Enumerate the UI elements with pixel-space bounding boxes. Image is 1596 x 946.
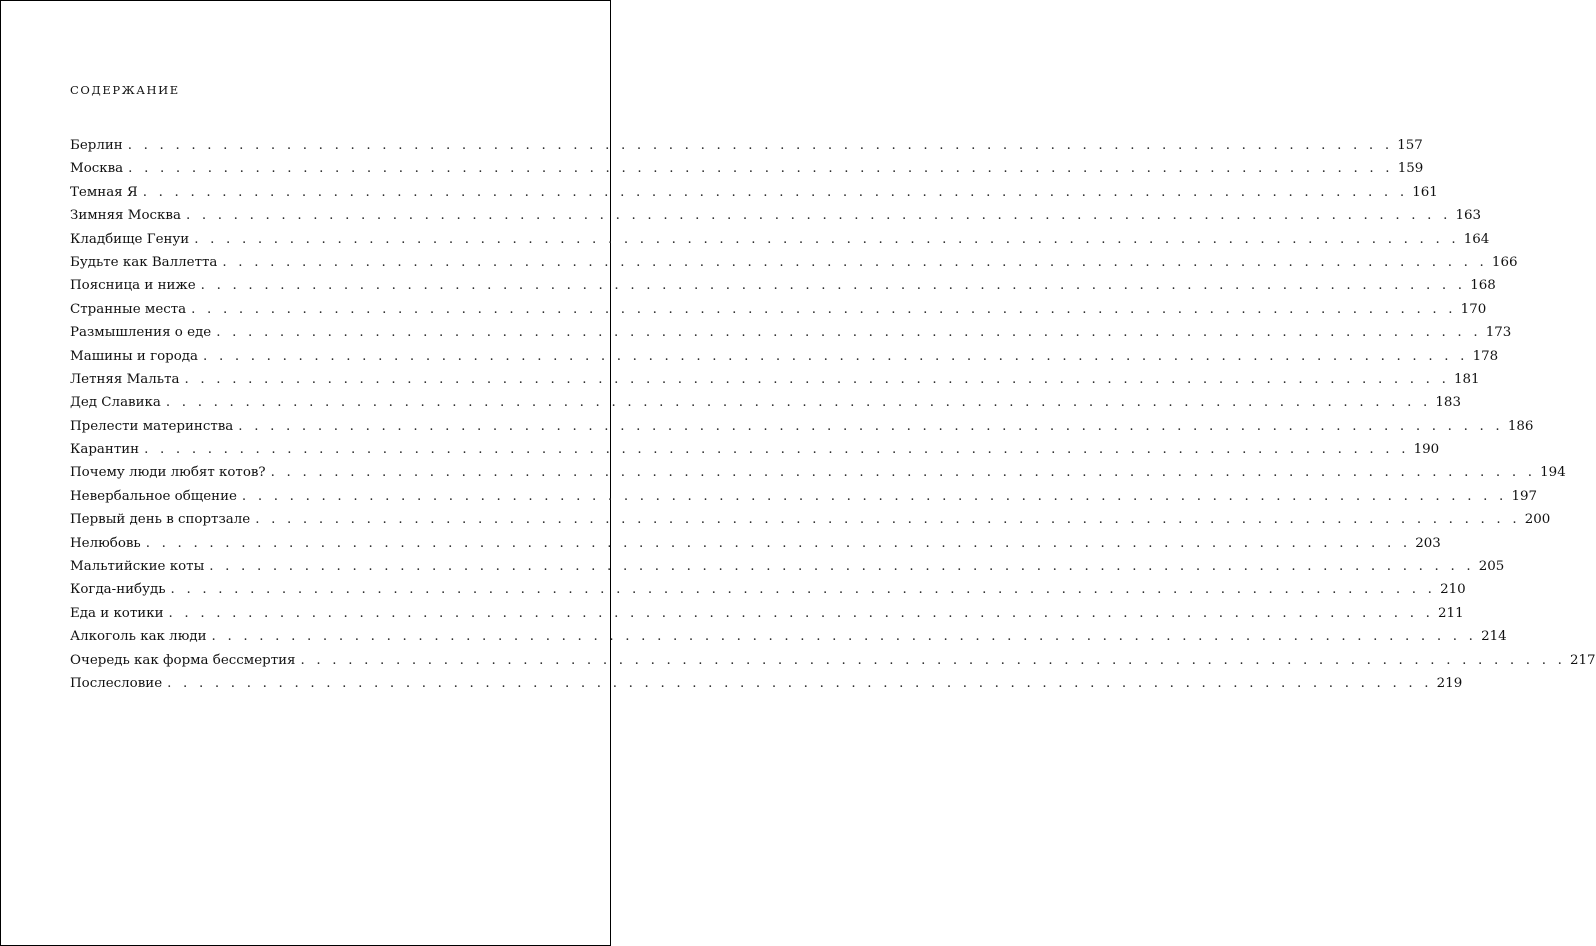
toc-entry-title: Мальтийские коты [70,559,205,575]
toc-entry-page-number: 186 [1507,418,1534,434]
toc-entry [70,555,1505,578]
toc-dot-leader: . . . . . . . . . . . . . . . . . . . . . . . . . . . . . . . . . . . . . . . . . . . . . . . . . . . . . . . . . . . . . . . . . . . . . . . . . . . . . . . . [255,512,1521,528]
toc-dot-leader: . . . . . . . . . . . . . . . . . . . . . . . . . . . . . . . . . . . . . . . . . . . . . . . . . . . . . . . . . . . . . . . . . . . . . . . . . . . . . . . . [200,278,1466,294]
toc-entry-title: Очередь как форма бессмертия [70,652,296,668]
toc-entry [70,602,1464,625]
toc-entry [70,485,1538,508]
toc-entry [70,228,1490,251]
toc-entry-title: Почему люди любят котов? [70,465,266,481]
toc-entry [70,578,1466,601]
toc-entry [70,274,1496,297]
toc-entry-title: Когда-нибудь [70,582,166,598]
toc-entry [70,649,1596,672]
toc-entry-title: Странные места [70,301,187,317]
toc-entry-page-number: 178 [1472,348,1499,364]
toc-entry [70,321,1512,344]
toc-dot-leader: . . . . . . . . . . . . . . . . . . . . . . . . . . . . . . . . . . . . . . . . . . . . . . . . . . . . . . . . . . . . . . . . . . . . . . . . . . . . . . . . [128,161,1394,177]
toc-entry-title: Кладбище Генуи [70,231,190,247]
toc-entry-page-number: 173 [1485,325,1512,341]
toc-dot-leader: . . . . . . . . . . . . . . . . . . . . . . . . . . . . . . . . . . . . . . . . . . . . . . . . . . . . . . . . . . . . . . . . . . . . . . . . . . . . . . . . [170,582,1436,598]
toc-entry-title: Прелести материнства [70,418,234,434]
toc-entry [70,157,1424,180]
toc-dot-leader: . . . . . . . . . . . . . . . . . . . . . . . . . . . . . . . . . . . . . . . . . . . . . . . . . . . . . . . . . . . . . . . . . . . . . . . . . . . . . . . . [238,418,1504,434]
toc-entry-title: Темная Я [70,184,138,200]
toc-heading: СОДЕРЖАНИЕ [70,83,180,97]
toc-entry-page-number: 168 [1470,278,1496,294]
toc-entry [70,345,1499,368]
toc-entry [70,391,1461,414]
toc-entry-title: Размышления о еде [70,325,212,341]
toc-entry-title: Будьте как Валлетта [70,254,218,270]
toc-entry-page-number: 161 [1412,184,1438,200]
toc-entry [70,438,1440,461]
toc-entry-page-number: 197 [1511,488,1538,504]
toc-dot-leader: . . . . . . . . . . . . . . . . . . . . . . . . . . . . . . . . . . . . . . . . . . . . . . . . . . . . . . . . . . . . . . . . . . . . . . . . . . . . . . . . [185,208,1452,224]
toc-entry-page-number: 157 [1397,138,1423,153]
table-of-contents [70,134,1596,695]
toc-entry-title: Москва [70,161,124,177]
toc-dot-leader: . . . . . . . . . . . . . . . . . . . . . . . . . . . . . . . . . . . . . . . . . . . . . . . . . . . . . . . . . . . . . . . . . . . . . . . . . . . . . . . . [144,442,1410,458]
toc-entry-page-number: 203 [1415,535,1441,551]
toc-entry [70,298,1487,321]
toc-dot-leader: . . . . . . . . . . . . . . . . . . . . . . . . . . . . . . . . . . . . . . . . . . . . . . . . . . . . . . . . . . . . . . . . . . . . . . . . . . . . . . . . [211,629,1477,645]
toc-entry [70,508,1551,531]
toc-entry-title: Дед Славика [70,395,161,411]
toc-dot-leader: . . . . . . . . . . . . . . . . . . . . . . . . . . . . . . . . . . . . . . . . . . . . . . . . . . . . . . . . . . . . . . . . . . . . . . . . . . . . . . . . [167,675,1433,691]
toc-entry-title: Еда и котики [70,605,164,621]
toc-entry-page-number: 159 [1397,161,1424,177]
toc-entry-page-number: 164 [1463,231,1490,247]
toc-entry-page-number: 205 [1478,559,1505,575]
toc-entry-title: Зимняя Москва [70,208,181,224]
toc-entry-page-number: 163 [1455,208,1482,224]
toc-dot-leader: . . . . . . . . . . . . . . . . . . . . . . . . . . . . . . . . . . . . . . . . . . . . . . . . . . . . . . . . . . . . . . . . . . . . . . . . . . . . . . . . [241,488,1508,504]
toc-entry-title: Поясница и ниже [70,278,196,294]
toc-entry-title: Первый день в спортзале [70,512,251,528]
toc-entry-title: Алкоголь как люди [70,629,207,645]
toc-entry [70,625,1507,648]
toc-entry-page-number: 214 [1481,629,1507,645]
toc-entry [70,461,1566,484]
toc-entry-title: Берлин [70,138,123,153]
toc-entry-page-number: 190 [1413,442,1440,458]
toc-dot-leader: . . . . . . . . . . . . . . . . . . . . . . . . . . . . . . . . . . . . . . . . . . . . . . . . . . . . . . . . . . . . . . . . . . . . . . . . . . . . . . . . [145,535,1411,551]
toc-entry-page-number: 170 [1460,301,1487,317]
toc-entry-page-number: 166 [1491,254,1518,270]
toc-entry [70,672,1463,695]
toc-dot-leader: . . . . . . . . . . . . . . . . . . . . . . . . . . . . . . . . . . . . . . . . . . . . . . . . . . . . . . . . . . . . . . . . . . . . . . . . . . . . . . . . [184,371,1450,387]
toc-dot-leader: . . . . . . . . . . . . . . . . . . . . . . . . . . . . . . . . . . . . . . . . . . . . . . . . . . . . . . . . . . . . . . . . . . . . . . . . . . . . . . . . [216,325,1482,341]
toc-dot-leader: . . . . . . . . . . . . . . . . . . . . . . . . . . . . . . . . . . . . . . . . . . . . . . . . . . . . . . . . . . . . . . . . . . . . . . . . . . . . . . . . [203,348,1469,364]
toc-entry-title: Нелюбовь [70,535,141,551]
toc-entry-title: Летняя Мальта [70,371,180,387]
toc-entry-page-number: 181 [1454,371,1480,387]
toc-dot-leader: . . . . . . . . . . . . . . . . . . . . . . . . . . . . . . . . . . . . . . . . . . . . . . . . . . . . . . . . . . . . . . . . . . . . . . . . . . . . . . . . [168,605,1434,621]
toc-entry-page-number: 210 [1440,582,1466,598]
toc-dot-leader: . . . . . . . . . . . . . . . . . . . . . . . . . . . . . . . . . . . . . . . . . . . . . . . . . . . . . . . . . . . . . . . . . . . . . . . . . . . . . . . . [142,184,1408,200]
toc-dot-leader: . . . . . . . . . . . . . . . . . . . . . . . . . . . . . . . . . . . . . . . . . . . . . . . . . . . . . . . . . . . . . . . . . . . . . . . . . . . . . . . . [191,301,1457,317]
toc-entry-title: Машины и города [70,348,199,364]
toc-dot-leader: . . . . . . . . . . . . . . . . . . . . . . . . . . . . . . . . . . . . . . . . . . . . . . . . . . . . . . . . . . . . . . . . . . . . . . . . . . . . . . . . [222,254,1488,270]
toc-dot-leader: . . . . . . . . . . . . . . . . . . . . . . . . . . . . . . . . . . . . . . . . . . . . . . . . . . . . . . . . . . . . . . . . . . . . . . . . . . . . . . . . [127,138,1393,153]
toc-dot-leader: . . . . . . . . . . . . . . . . . . . . . . . . . . . . . . . . . . . . . . . . . . . . . . . . . . . . . . . . . . . . . . . . . . . . . . . . . . . . . . . . [165,395,1431,411]
toc-dot-leader: . . . . . . . . . . . . . . . . . . . . . . . . . . . . . . . . . . . . . . . . . . . . . . . . . . . . . . . . . . . . . . . . . . . . . . . . . . . . . . . . [270,465,1536,481]
toc-entry-page-number: 200 [1524,512,1551,528]
toc-entry-title: Карантин [70,442,140,458]
toc-entry-page-number: 183 [1435,395,1461,411]
toc-entry [70,415,1534,438]
toc-entry [70,134,1423,157]
toc-entry-page-number: 194 [1540,465,1566,481]
toc-entry-page-number: 219 [1436,675,1463,691]
toc-entry [70,532,1441,555]
toc-dot-leader: . . . . . . . . . . . . . . . . . . . . . . . . . . . . . . . . . . . . . . . . . . . . . . . . . . . . . . . . . . . . . . . . . . . . . . . . . . . . . . . . [209,559,1475,575]
toc-entry-page-number: 211 [1438,605,1464,621]
toc-dot-leader: . . . . . . . . . . . . . . . . . . . . . . . . . . . . . . . . . . . . . . . . . . . . . . . . . . . . . . . . . . . . . . . . . . . . . . . . . . . . . . . . [300,652,1566,668]
toc-entry [70,204,1482,227]
toc-entry-title: Невербальное общение [70,488,237,504]
toc-entry [70,251,1518,274]
toc-entry [70,368,1480,391]
toc-entry-page-number: 217 [1570,652,1596,668]
toc-entry-title: Послесловие [70,675,163,691]
toc-dot-leader: . . . . . . . . . . . . . . . . . . . . . . . . . . . . . . . . . . . . . . . . . . . . . . . . . . . . . . . . . . . . . . . . . . . . . . . . . . . . . . . . [194,231,1460,247]
toc-entry [70,181,1438,204]
